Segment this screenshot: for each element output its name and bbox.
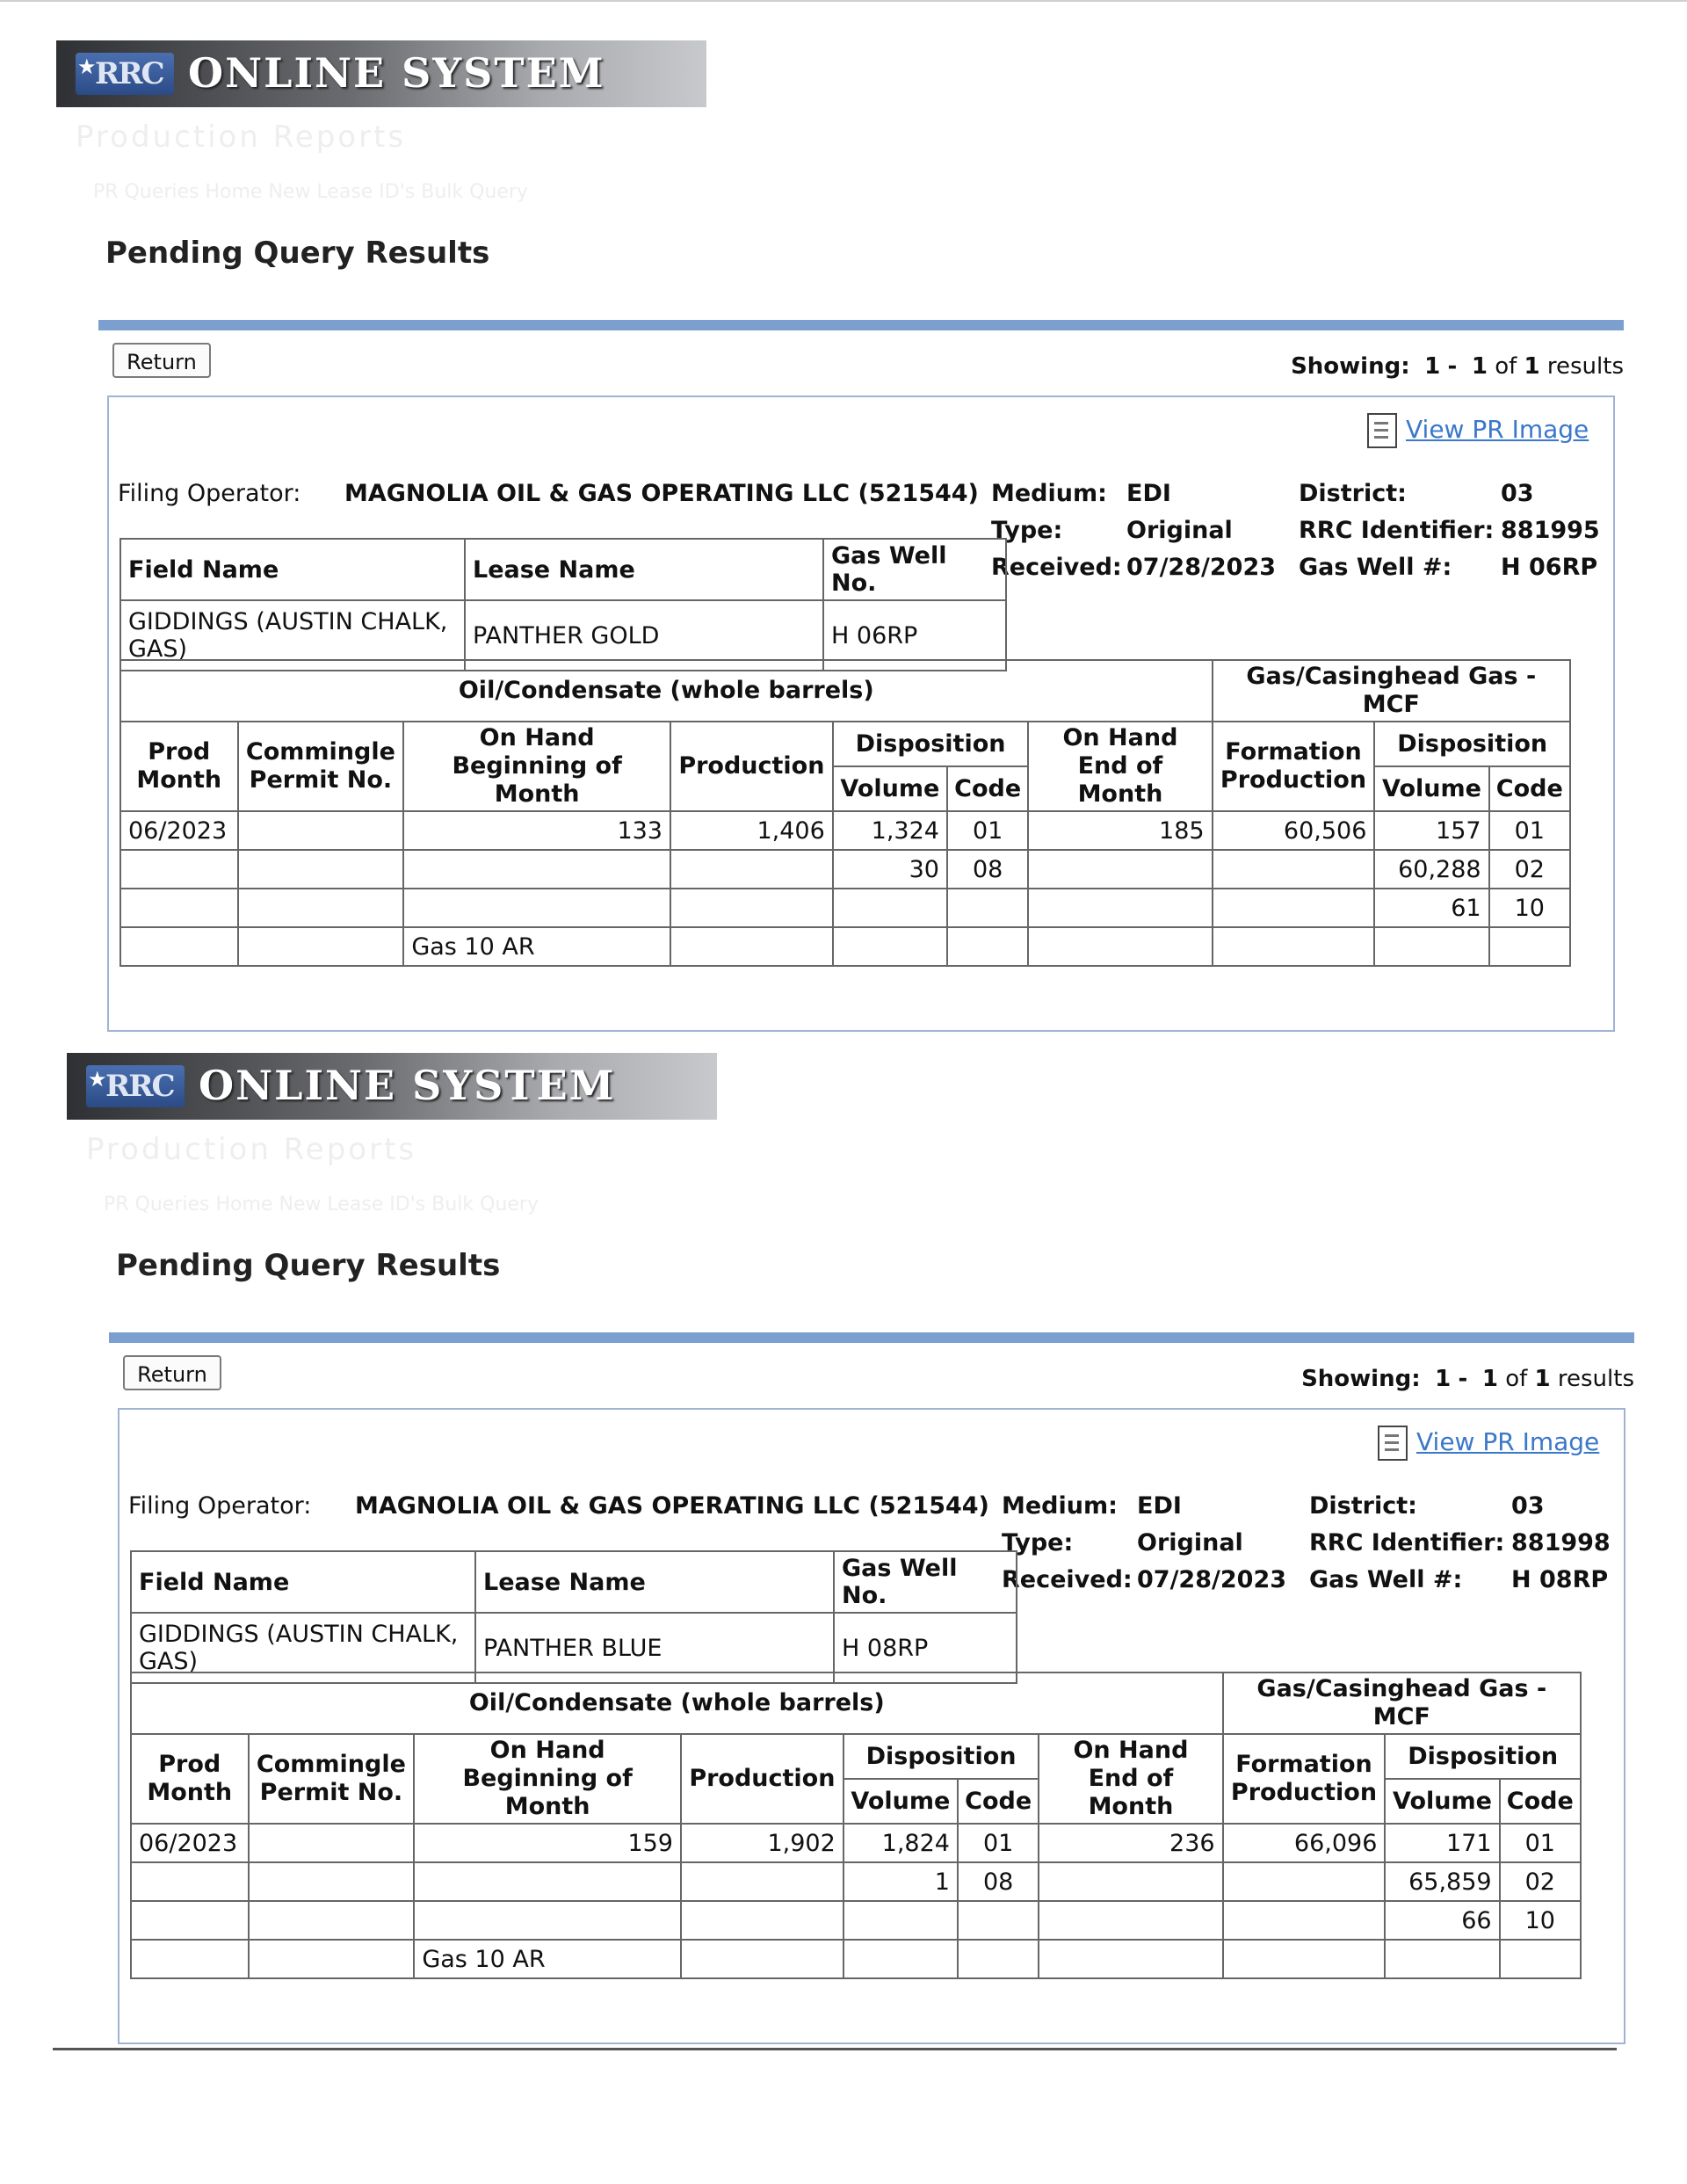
on-hand-begin-header: On Hand Beginning of Month <box>414 1734 681 1824</box>
formation-cell <box>1223 1940 1386 1978</box>
formation-cell <box>1213 850 1375 889</box>
commingle-cell <box>249 1862 415 1901</box>
field-name: GIDDINGS (AUSTIN CHALK, GAS) <box>120 600 465 671</box>
gas-code-cell: 02 <box>1500 1862 1581 1901</box>
section-subtitle: Production Reports <box>76 120 407 155</box>
table-row <box>131 1901 1581 1940</box>
gas-volume-cell <box>1374 927 1488 966</box>
gas-well-no-header: Gas Well No. <box>823 539 1006 600</box>
formation-header: Formation Production <box>1213 722 1375 811</box>
on-hand-end-cell <box>1028 927 1212 966</box>
formation-cell <box>1223 1901 1386 1940</box>
prod-month-cell <box>131 1901 249 1940</box>
table-row <box>131 1824 1581 1862</box>
gas-code-cell <box>1500 1940 1581 1978</box>
gas-code-cell: 02 <box>1489 850 1570 889</box>
rrc-banner <box>67 1053 717 1120</box>
lease-name-header: Lease Name <box>465 539 823 600</box>
section-subtitle: Production Reports <box>86 1132 417 1167</box>
gas-code-cell: 01 <box>1500 1824 1581 1862</box>
type-label: Type: <box>991 517 1063 544</box>
header-bar <box>98 320 1624 330</box>
oil-code-cell: 08 <box>958 1862 1039 1901</box>
lease-name: PANTHER GOLD <box>465 600 823 671</box>
on-hand-end-cell <box>1039 1901 1222 1940</box>
on-hand-begin-cell <box>403 850 670 889</box>
production-header: Production <box>670 722 833 811</box>
page-title: Pending Query Results <box>116 1248 501 1283</box>
report-section-2 <box>67 1053 1648 2055</box>
banner-title: ONLINE SYSTEM <box>199 1062 616 1109</box>
prod-month-cell <box>131 1940 249 1978</box>
field-table <box>130 1550 1017 1684</box>
oil-code-cell: 08 <box>947 850 1028 889</box>
oil-volume-cell <box>844 1940 958 1978</box>
rrc-logo <box>76 53 174 95</box>
oil-code-header: Code <box>947 766 1028 811</box>
oil-code-cell <box>958 1901 1039 1940</box>
on-hand-begin-cell: 159 <box>414 1824 681 1862</box>
commingle-cell <box>238 850 404 889</box>
field-header-row <box>131 1551 1017 1613</box>
field-name: GIDDINGS (AUSTIN CHALK, GAS) <box>131 1613 475 1683</box>
prod-month-cell: 06/2023 <box>120 811 238 850</box>
oil-volume-cell: 1,824 <box>844 1824 958 1862</box>
production-cell <box>681 1940 844 1978</box>
gas-well-no: H 08RP <box>834 1613 1017 1683</box>
production-header: Production <box>681 1734 844 1824</box>
oil-volume-cell <box>833 889 947 927</box>
medium-value: EDI <box>1126 480 1171 507</box>
results-count: Showing: 1 - 1 of 1 results <box>1301 1366 1634 1392</box>
column-header-row <box>120 722 1570 766</box>
oil-code-cell <box>947 889 1028 927</box>
district-label: District: <box>1309 1492 1417 1520</box>
production-table <box>130 1672 1582 1979</box>
prod-month-cell <box>131 1862 249 1901</box>
commingle-cell <box>238 927 404 966</box>
oil-volume-cell <box>833 927 947 966</box>
oil-code-header: Code <box>958 1779 1039 1824</box>
star-icon: ★ <box>88 1067 107 1092</box>
on-hand-end-cell <box>1028 889 1212 927</box>
oil-volume-header: Volume <box>833 766 947 811</box>
production-cell: 1,406 <box>670 811 833 850</box>
nav-links[interactable]: PR Queries Home New Lease ID's Bulk Query <box>93 181 528 203</box>
district-label: District: <box>1299 480 1407 507</box>
commingle-cell <box>249 1901 415 1940</box>
gas-code-header: Code <box>1489 766 1570 811</box>
nav-links[interactable]: PR Queries Home New Lease ID's Bulk Query <box>104 1194 539 1215</box>
gas-disposition-header: Disposition <box>1374 722 1570 766</box>
gas-volume-cell: 171 <box>1385 1824 1499 1862</box>
on-hand-begin-cell: 133 <box>403 811 670 850</box>
filing-operator-label: Filing Operator: <box>128 1492 312 1520</box>
oil-code-cell: 01 <box>958 1824 1039 1862</box>
prod-month-cell <box>120 927 238 966</box>
on-hand-end-cell: 236 <box>1039 1824 1222 1862</box>
received-label: Received: <box>1002 1566 1133 1593</box>
page-title: Pending Query Results <box>105 236 490 271</box>
gas-code-cell: 10 <box>1489 889 1570 927</box>
view-pr-image-link[interactable]: View PR Image <box>1406 415 1589 444</box>
formation-cell: 66,096 <box>1223 1824 1386 1862</box>
oil-volume-cell: 30 <box>833 850 947 889</box>
field-name-header: Field Name <box>120 539 465 600</box>
on-hand-end-cell: 185 <box>1028 811 1212 850</box>
on-hand-begin-cell <box>414 1901 681 1940</box>
gas-volume-cell: 157 <box>1374 811 1488 850</box>
gas-volume-cell: 66 <box>1385 1901 1499 1940</box>
received-value: 07/28/2023 <box>1137 1566 1287 1593</box>
gas-well-no-header: Gas Well No. <box>834 1551 1017 1613</box>
oil-volume-cell: 1 <box>844 1862 958 1901</box>
production-cell: 1,902 <box>681 1824 844 1862</box>
pdf-icon[interactable] <box>1378 1426 1408 1461</box>
rrc-logo <box>86 1065 185 1107</box>
logo-text: RRC <box>95 56 163 91</box>
prod-month-header: Prod Month <box>131 1734 249 1824</box>
view-pr-image-link[interactable]: View PR Image <box>1416 1427 1600 1456</box>
production-cell <box>681 1862 844 1901</box>
prod-month-cell <box>120 889 238 927</box>
formation-header: Formation Production <box>1223 1734 1386 1824</box>
remark-cell: Gas 10 AR <box>403 927 670 966</box>
lease-name: PANTHER BLUE <box>475 1613 834 1683</box>
table-row <box>131 1862 1581 1901</box>
gas-well-value: H 06RP <box>1501 554 1598 581</box>
rrc-identifier-value: 881995 <box>1501 517 1600 544</box>
header-bar <box>109 1332 1634 1343</box>
oil-volume-cell: 1,324 <box>833 811 947 850</box>
table-row <box>120 889 1570 927</box>
oil-code-cell <box>947 927 1028 966</box>
formation-cell: 60,506 <box>1213 811 1375 850</box>
rrc-banner <box>56 40 706 107</box>
table-row <box>131 1940 1581 1978</box>
type-value: Original <box>1137 1529 1243 1556</box>
oil-code-cell <box>958 1940 1039 1978</box>
banner-title: ONLINE SYSTEM <box>188 49 605 97</box>
type-value: Original <box>1126 517 1233 544</box>
lease-name-header: Lease Name <box>475 1551 834 1613</box>
gas-group-header: Gas/Casinghead Gas - MCF <box>1223 1672 1581 1734</box>
oil-volume-cell <box>844 1901 958 1940</box>
gas-well-value: H 08RP <box>1511 1566 1609 1593</box>
gas-volume-cell: 60,288 <box>1374 850 1488 889</box>
oil-group-header: Oil/Condensate (whole barrels) <box>120 660 1213 722</box>
gas-group-header: Gas/Casinghead Gas - MCF <box>1213 660 1570 722</box>
prod-month-cell: 06/2023 <box>131 1824 249 1862</box>
scan-edge <box>0 0 1687 2</box>
commingle-cell <box>238 811 404 850</box>
on-hand-begin-cell <box>403 889 670 927</box>
column-header-row <box>131 1734 1581 1779</box>
on-hand-end-cell <box>1039 1940 1222 1978</box>
on-hand-begin-cell <box>414 1862 681 1901</box>
rrc-identifier-label: RRC Identifier: <box>1299 517 1495 544</box>
on-hand-begin-header: On Hand Beginning of Month <box>403 722 670 811</box>
prod-month-header: Prod Month <box>120 722 238 811</box>
filing-operator: MAGNOLIA OIL & GAS OPERATING LLC (521544) <box>355 1492 989 1520</box>
oil-disposition-header: Disposition <box>844 1734 1039 1779</box>
medium-value: EDI <box>1137 1492 1182 1520</box>
gas-volume-header: Volume <box>1385 1779 1499 1824</box>
on-hand-end-cell <box>1039 1862 1222 1901</box>
formation-cell <box>1213 889 1375 927</box>
production-cell <box>670 889 833 927</box>
report-section-1 <box>56 40 1638 1042</box>
gas-well-no: H 06RP <box>823 600 1006 671</box>
table-row <box>120 927 1570 966</box>
on-hand-end-header: On Hand End of Month <box>1039 1734 1222 1824</box>
gas-disposition-header: Disposition <box>1385 1734 1581 1779</box>
oil-disposition-header: Disposition <box>833 722 1029 766</box>
logo-text: RRC <box>105 1069 174 1104</box>
commingle-header: Commingle Permit No. <box>249 1734 415 1824</box>
prod-month-cell <box>120 850 238 889</box>
return-button[interactable]: Return <box>123 1355 221 1390</box>
gas-code-cell <box>1489 927 1570 966</box>
star-icon: ★ <box>77 54 97 79</box>
production-table <box>119 659 1571 967</box>
filing-operator: MAGNOLIA OIL & GAS OPERATING LLC (521544) <box>344 480 979 507</box>
commingle-cell <box>238 889 404 927</box>
pdf-icon[interactable] <box>1367 413 1397 448</box>
production-cell <box>670 927 833 966</box>
group-header-row <box>120 660 1570 722</box>
gas-well-label: Gas Well #: <box>1299 554 1452 581</box>
medium-label: Medium: <box>1002 1492 1118 1520</box>
field-table <box>119 538 1007 671</box>
rrc-identifier-value: 881998 <box>1511 1529 1611 1556</box>
commingle-cell <box>249 1824 415 1862</box>
type-label: Type: <box>1002 1529 1074 1556</box>
gas-code-cell: 01 <box>1489 811 1570 850</box>
return-button[interactable]: Return <box>112 343 211 378</box>
field-name-header: Field Name <box>131 1551 475 1613</box>
gas-volume-header: Volume <box>1374 766 1488 811</box>
commingle-cell <box>249 1940 415 1978</box>
gas-volume-cell <box>1385 1940 1499 1978</box>
formation-cell <box>1213 927 1375 966</box>
table-row <box>120 850 1570 889</box>
remark-cell: Gas 10 AR <box>414 1940 681 1978</box>
filing-operator-label: Filing Operator: <box>118 480 301 507</box>
district-value: 03 <box>1501 480 1534 507</box>
on-hand-end-cell <box>1028 850 1212 889</box>
table-row <box>120 811 1570 850</box>
gas-well-label: Gas Well #: <box>1309 1566 1463 1593</box>
received-label: Received: <box>991 554 1122 581</box>
on-hand-end-header: On Hand End of Month <box>1028 722 1212 811</box>
gas-code-cell: 10 <box>1500 1901 1581 1940</box>
gas-volume-cell: 65,859 <box>1385 1862 1499 1901</box>
commingle-header: Commingle Permit No. <box>238 722 404 811</box>
field-header-row <box>120 539 1006 600</box>
gas-code-header: Code <box>1500 1779 1581 1824</box>
medium-label: Medium: <box>991 480 1107 507</box>
scan-bottom-edge <box>53 2048 1617 2050</box>
received-value: 07/28/2023 <box>1126 554 1277 581</box>
results-count: Showing: 1 - 1 of 1 results <box>1291 353 1624 380</box>
formation-cell <box>1223 1862 1386 1901</box>
oil-volume-header: Volume <box>844 1779 958 1824</box>
gas-volume-cell: 61 <box>1374 889 1488 927</box>
rrc-identifier-label: RRC Identifier: <box>1309 1529 1505 1556</box>
production-cell <box>681 1901 844 1940</box>
production-cell <box>670 850 833 889</box>
district-value: 03 <box>1511 1492 1545 1520</box>
group-header-row <box>131 1672 1581 1734</box>
oil-group-header: Oil/Condensate (whole barrels) <box>131 1672 1223 1734</box>
oil-code-cell: 01 <box>947 811 1028 850</box>
